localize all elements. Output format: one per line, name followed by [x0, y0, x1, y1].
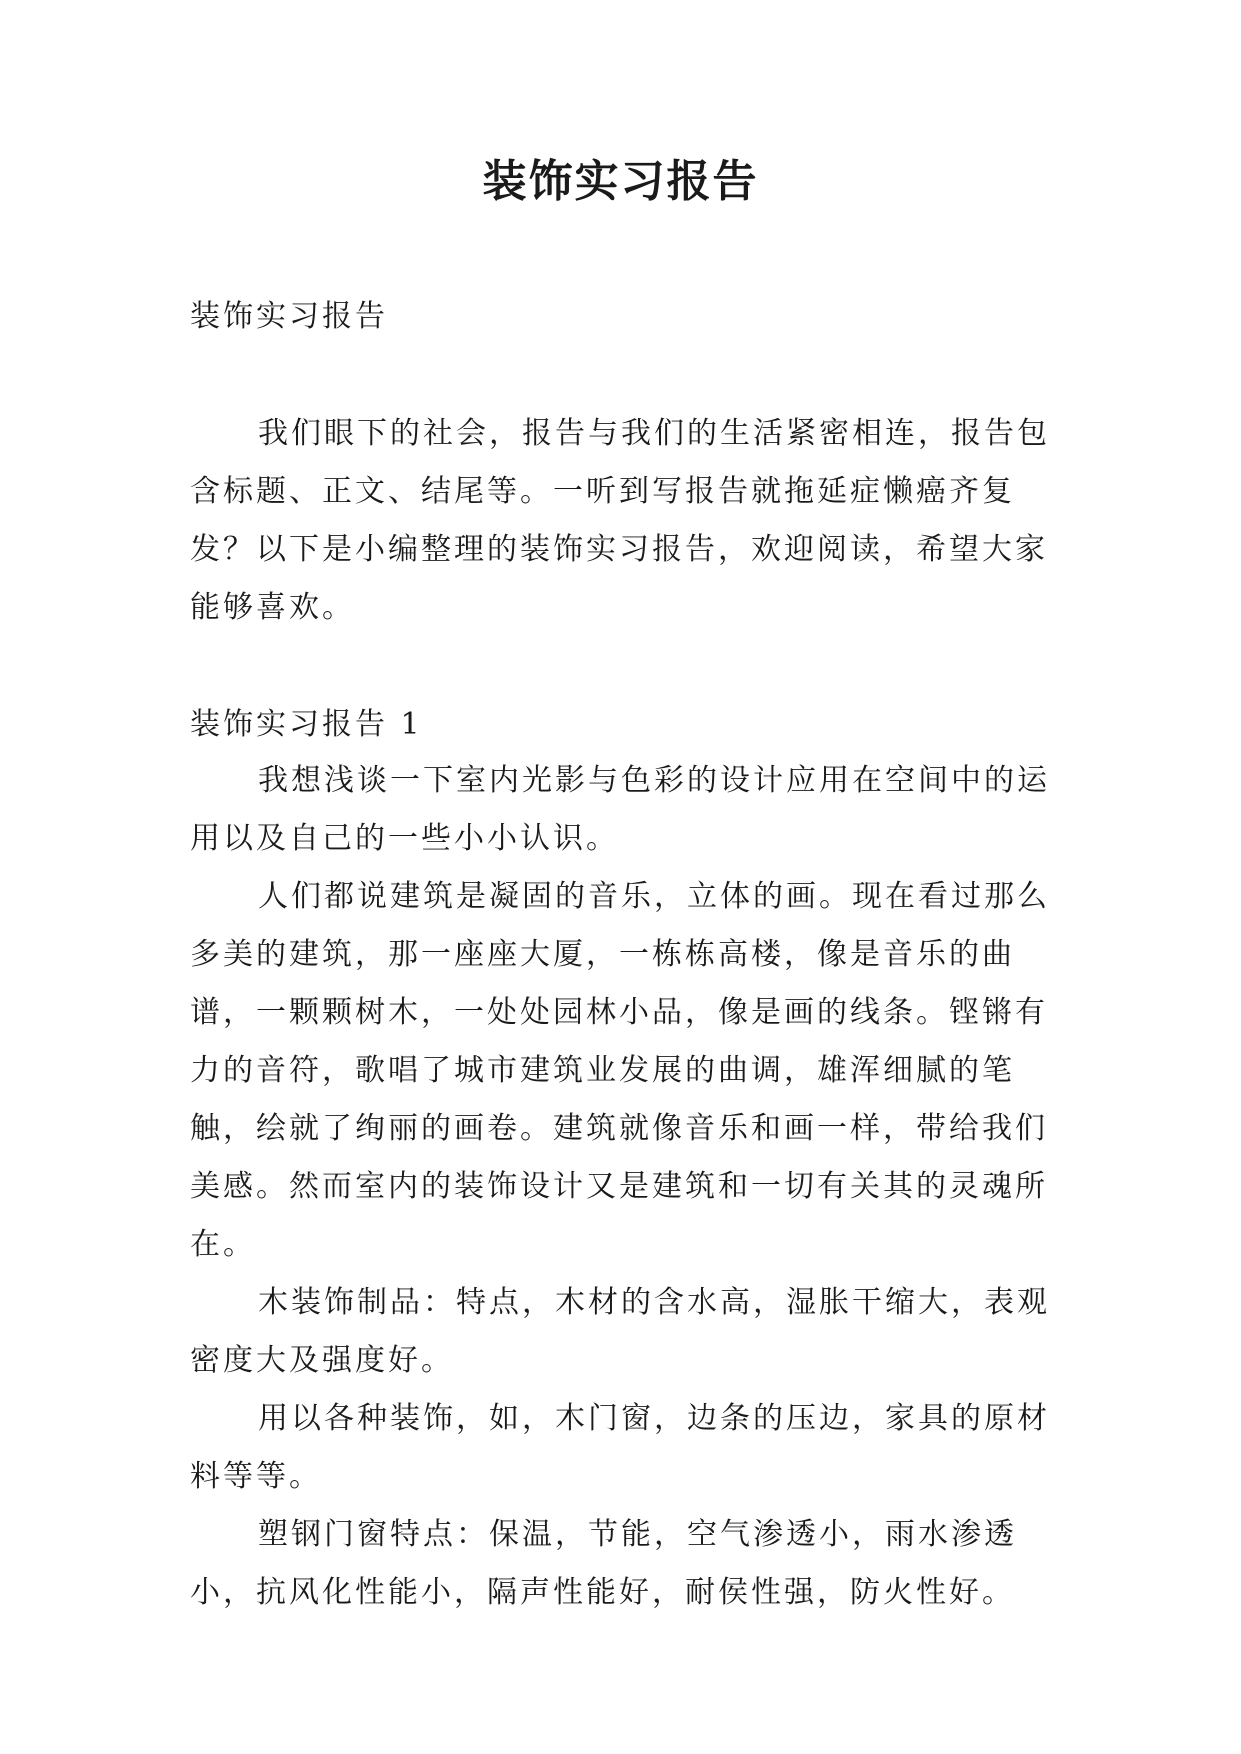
- paragraph: 我想浅谈一下室内光影与色彩的设计应用在空间中的运用以及自己的一些小小认识。: [190, 763, 1050, 856]
- paragraph: 用以各种装饰，如，木门窗，边条的压边，家具的原材料等等。: [190, 1401, 1050, 1494]
- paragraph: 塑钢门窗特点：保温，节能，空气渗透小，雨水渗透小，抗风化性能小，隔声性能好，耐侯性强，防火性好。: [190, 1517, 1017, 1610]
- paragraph: 木装饰制品：特点，木材的含水高，湿胀干缩大，表观密度大及强度好。: [190, 1285, 1050, 1378]
- document-title: 装饰实习报告: [482, 156, 759, 207]
- section-heading: 装饰实习报告 1: [190, 707, 423, 742]
- document-subtitle: 装饰实习报告: [190, 299, 388, 334]
- section-body: [190, 752, 1060, 1622]
- paragraph: 人们都说建筑是凝固的音乐，立体的画。现在看过那么多美的建筑，那一座座大厦，一栋栋高楼，像是音乐的曲谱，一颗颗树木，一处处园林小品，像是画的线条。铿锵有力的音符，歌唱了城市建筑业发展的曲调，雄浑细腻的笔触，绘就了绚丽的画卷。建筑就像音乐和画一样，带给我们美感。然而室内的装饰设计又是建筑和一切有关其的灵魂所在。: [190, 879, 1050, 1262]
- intro-paragraph: 我们眼下的社会，报告与我们的生活紧密相连，报告包含标题、正文、结尾等。一听到写报告就拖延症懒癌齐复发？以下是小编整理的装饰实习报告，欢迎阅读，希望大家能够喜欢。: [190, 416, 1050, 625]
